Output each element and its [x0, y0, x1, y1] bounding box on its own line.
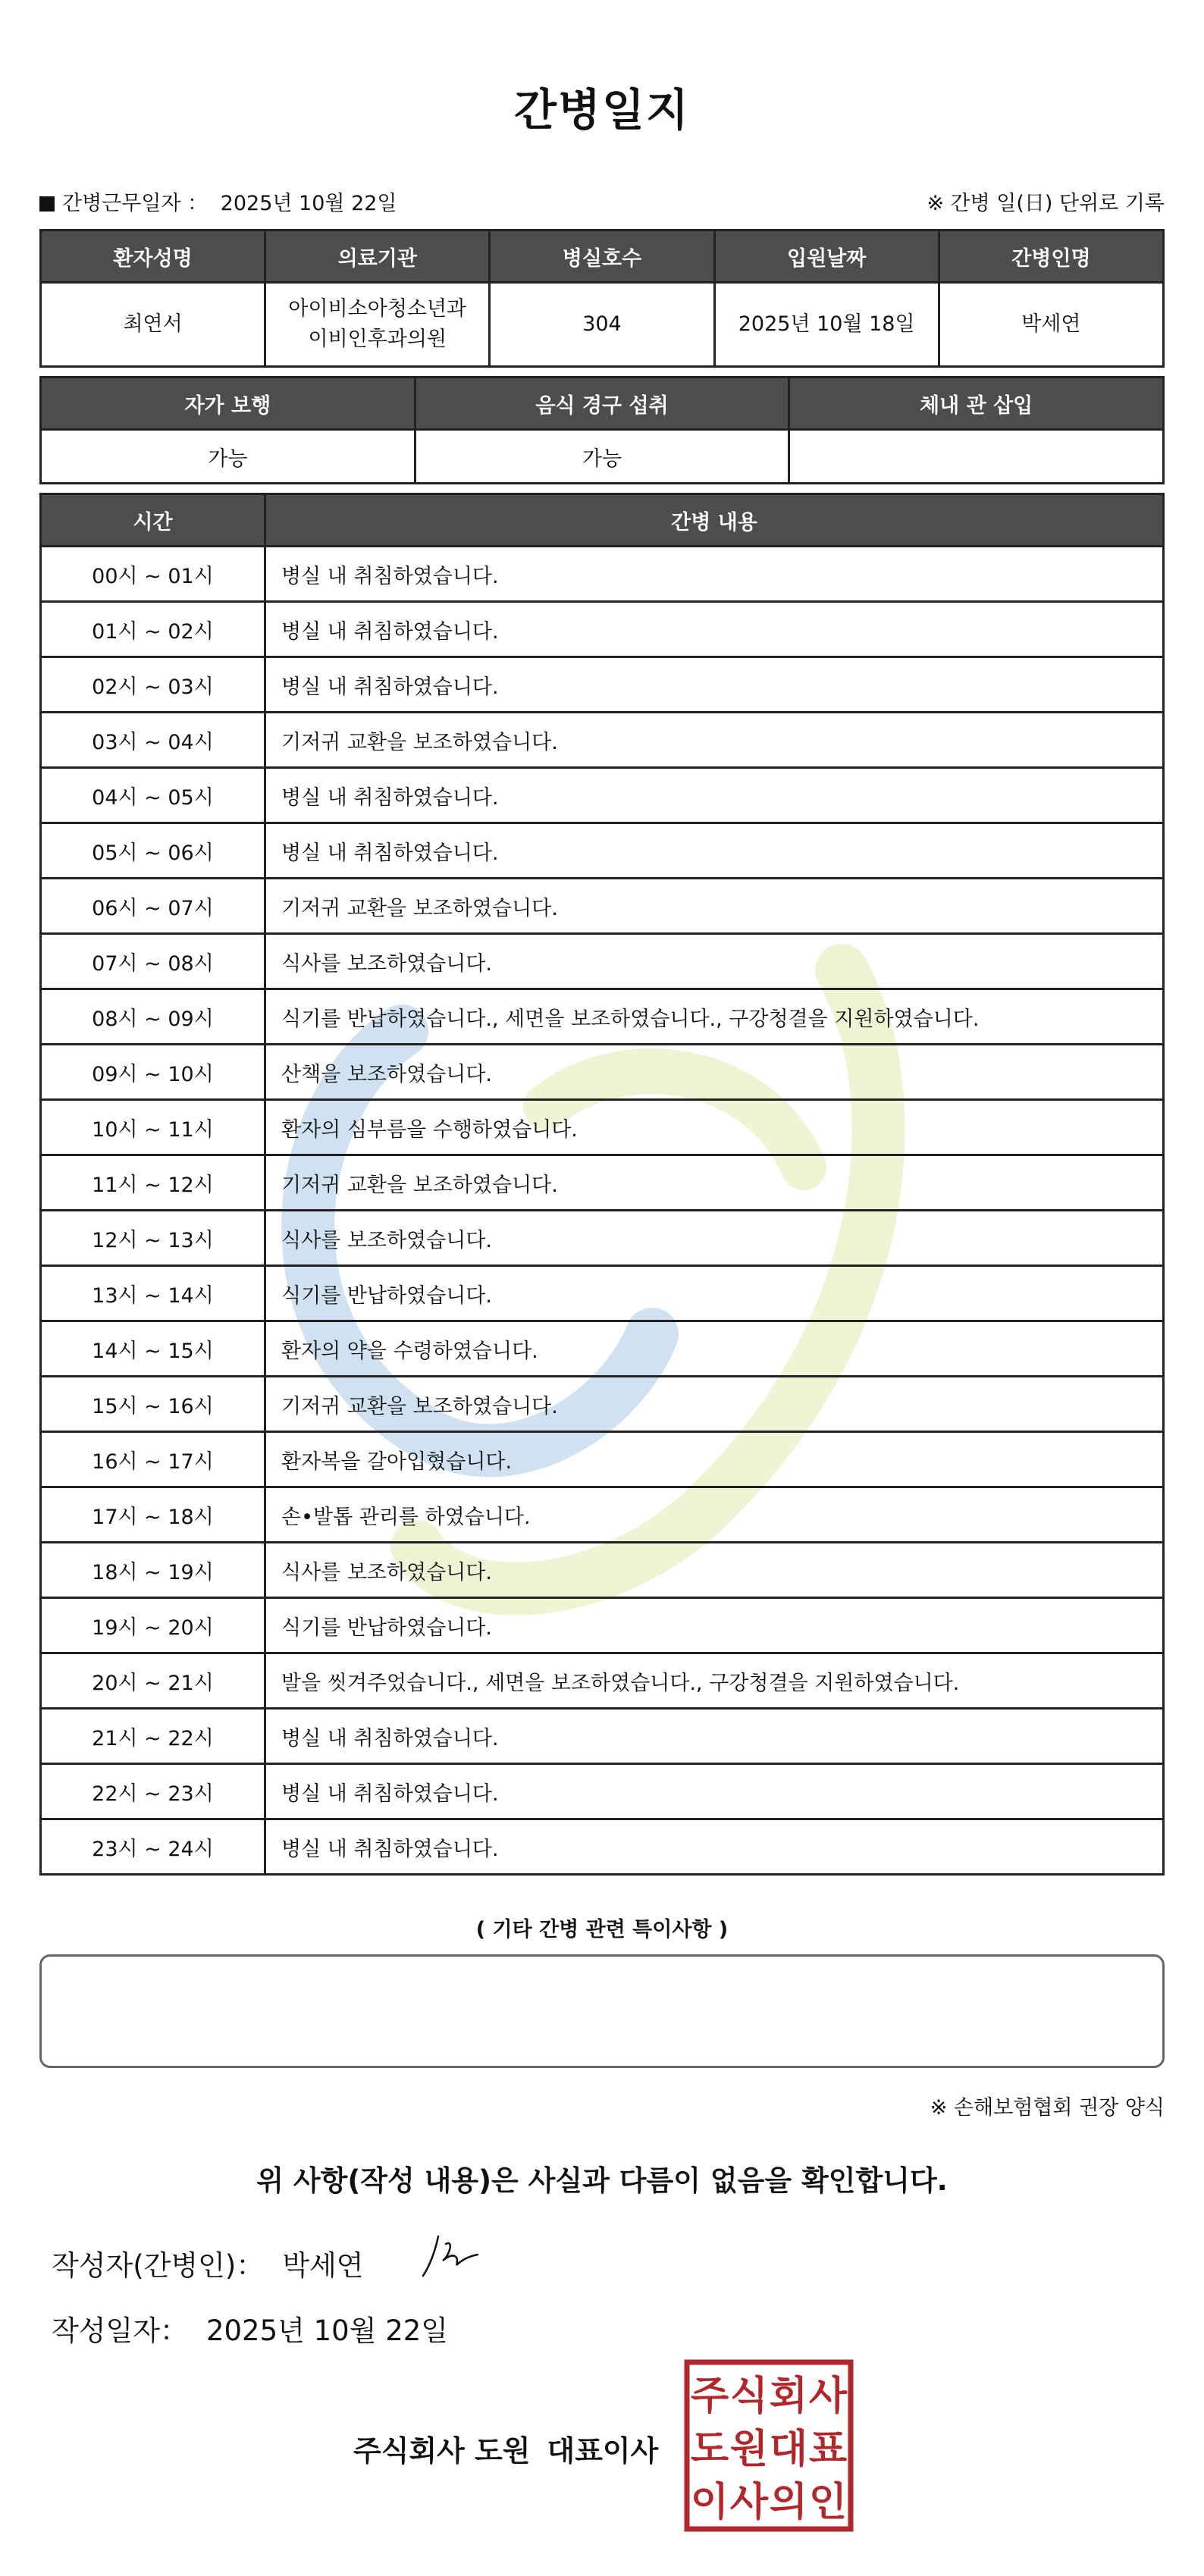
- header-oral-intake: 음식 경구 섭취: [415, 378, 789, 430]
- confirm-statement: 위 사항(작성 내용)은 사실과 다름이 없음을 확인합니다.: [256, 2164, 948, 2197]
- notes-box: [39, 1954, 1165, 2068]
- care-content: 병실 내 취침하였습니다.: [265, 1819, 1164, 1875]
- seal-glyph: 대: [769, 2426, 808, 2472]
- time-slot: 08시 ~ 09시: [41, 989, 265, 1045]
- care-content: 식기를 반납하였습니다.: [265, 1266, 1164, 1321]
- time-slot: 19시 ~ 20시: [41, 1598, 265, 1653]
- table-row: [41, 1487, 1164, 1543]
- care-content: 병실 내 취침하였습니다.: [265, 1764, 1164, 1819]
- care-content: 산책을 보조하였습니다.: [265, 1045, 1164, 1100]
- care-content: 환자의 심부름을 수행하였습니다.: [265, 1100, 1164, 1155]
- table-row: [41, 934, 1164, 989]
- table-row: [41, 1598, 1164, 1653]
- patient-name: 최연서: [41, 283, 265, 367]
- seal-glyph: 사: [808, 2373, 848, 2419]
- oral-intake-value: 가능: [415, 430, 789, 484]
- table-row: [41, 1045, 1164, 1100]
- walking-value: 가능: [41, 430, 415, 484]
- seal-glyph: 도: [690, 2426, 729, 2472]
- care-content: 기저귀 교환을 보조하였습니다.: [265, 1155, 1164, 1211]
- care-content: 병실 내 취침하였습니다.: [265, 547, 1164, 602]
- time-slot: 00시 ~ 01시: [41, 547, 265, 602]
- table-row: [41, 547, 1164, 602]
- time-slot: 07시 ~ 08시: [41, 934, 265, 989]
- table-row: [41, 1819, 1164, 1875]
- time-slot: 09시 ~ 10시: [41, 1045, 265, 1100]
- time-slot: 04시 ~ 05시: [41, 768, 265, 823]
- header-caregiver: 간병인명: [939, 230, 1163, 283]
- seal-glyph: 인: [808, 2479, 848, 2525]
- time-slot: 15시 ~ 16시: [41, 1377, 265, 1432]
- table-row: [41, 1432, 1164, 1487]
- time-slot: 06시 ~ 07시: [41, 879, 265, 934]
- seal-glyph: 원: [729, 2426, 769, 2472]
- care-content: 식사를 보조하였습니다.: [265, 1543, 1164, 1598]
- patient-info-table: [39, 229, 1165, 368]
- seal-glyph: 사: [729, 2479, 769, 2525]
- seal-glyph: 표: [808, 2426, 848, 2472]
- header-walking: 자가 보행: [41, 378, 415, 430]
- table-row: [41, 989, 1164, 1045]
- company-name: 주식회사 도원: [353, 2434, 531, 2468]
- table-row: [41, 1211, 1164, 1266]
- table-row: [41, 823, 1164, 879]
- time-slot: 05시 ~ 06시: [41, 823, 265, 879]
- care-content: 병실 내 취침하였습니다.: [265, 1709, 1164, 1764]
- care-content: 기저귀 교환을 보조하였습니다.: [265, 1377, 1164, 1432]
- writer-label: 작성자(간병인)：: [52, 2249, 265, 2282]
- written-date-label: 작성일자：: [52, 2314, 188, 2347]
- time-slot: 01시 ~ 02시: [41, 602, 265, 657]
- care-content: 기저귀 교환을 보조하였습니다.: [265, 879, 1164, 934]
- header-patient-name: 환자성명: [41, 230, 265, 283]
- header-room: 병실호수: [490, 230, 714, 283]
- hospital-name: 아이비소아청소년과이비인후과의원: [265, 283, 490, 367]
- header-hospital: 의료기관: [265, 230, 490, 283]
- time-slot: 21시 ~ 22시: [41, 1709, 265, 1764]
- time-slot: 20시 ~ 21시: [41, 1653, 265, 1709]
- writer-line: [52, 2242, 364, 2283]
- care-content: 손•발톱 관리를 하였습니다.: [265, 1487, 1164, 1543]
- table-row: [41, 879, 1164, 934]
- table-row: [41, 1266, 1164, 1321]
- care-content: 식사를 보조하였습니다.: [265, 1211, 1164, 1266]
- table-row: [41, 1653, 1164, 1709]
- company-line: [353, 2427, 658, 2469]
- table-row: [41, 1543, 1164, 1598]
- table-row: [41, 768, 1164, 823]
- time-slot: 23시 ~ 24시: [41, 1819, 265, 1875]
- form-source: ※ 손해보험협회 권장 양식: [930, 2096, 1165, 2120]
- table-row: [41, 602, 1164, 657]
- seal-glyph: 식: [729, 2373, 769, 2419]
- tube-value: [789, 430, 1164, 484]
- care-content: 기저귀 교환을 보조하였습니다.: [265, 713, 1164, 768]
- table-row: [41, 657, 1164, 713]
- square-bullet-icon: [39, 196, 55, 212]
- table-row: [41, 1155, 1164, 1211]
- ability-table: [39, 376, 1165, 484]
- time-slot: 13시 ~ 14시: [41, 1266, 265, 1321]
- room-number: 304: [490, 283, 714, 367]
- time-slot: 16시 ~ 17시: [41, 1432, 265, 1487]
- table-row: [41, 1764, 1164, 1819]
- seal-glyph: 의: [769, 2479, 808, 2525]
- time-slot: 18시 ~ 19시: [41, 1543, 265, 1598]
- table-row: [41, 1100, 1164, 1155]
- time-slot: 10시 ~ 11시: [41, 1100, 265, 1155]
- time-slot: 11시 ~ 12시: [41, 1155, 265, 1211]
- header-tube: 체내 관 삽입: [789, 378, 1164, 430]
- time-slot: 14시 ~ 15시: [41, 1321, 265, 1377]
- table-row: [41, 1321, 1164, 1377]
- time-slot: 02시 ~ 03시: [41, 657, 265, 713]
- work-date-value: 2025년 10월 22일: [220, 192, 397, 215]
- care-log-table: [39, 493, 1165, 1876]
- care-content: 병실 내 취침하였습니다.: [265, 657, 1164, 713]
- care-content: 병실 내 취침하였습니다.: [265, 602, 1164, 657]
- company-seal: [684, 2359, 854, 2532]
- care-content: 식기를 반납하였습니다., 세면을 보조하였습니다., 구강청결을 지원하였습니다.: [265, 989, 1164, 1045]
- care-content: 병실 내 취침하였습니다.: [265, 823, 1164, 879]
- care-content: 환자의 약을 수령하였습니다.: [265, 1321, 1164, 1377]
- written-date-line: [52, 2308, 448, 2349]
- notes-title: ( 기타 간병 관련 특이사항 ): [475, 1918, 729, 1941]
- admission-date: 2025년 10월 18일: [714, 283, 939, 367]
- caregiver-name: 박세연: [939, 283, 1163, 367]
- table-row: [41, 713, 1164, 768]
- writer-name: 박세연: [282, 2249, 364, 2282]
- page-title: 간병일지: [513, 84, 691, 136]
- company-title: 대표이사: [547, 2434, 659, 2468]
- care-content: 환자복을 갈아입혔습니다.: [265, 1432, 1164, 1487]
- table-row: [41, 1709, 1164, 1764]
- record-note: ※ 간병 일(日) 단위로 기록: [927, 192, 1165, 215]
- header-care-content: 간병 내용: [265, 494, 1164, 547]
- work-date: [39, 186, 397, 216]
- care-content: 식기를 반납하였습니다.: [265, 1598, 1164, 1653]
- signature: [415, 2221, 484, 2282]
- seal-glyph: 이: [690, 2479, 729, 2525]
- written-date-value: 2025년 10월 22일: [205, 2314, 449, 2347]
- work-date-label: 간병근무일자 ：: [62, 192, 209, 215]
- time-slot: 03시 ~ 04시: [41, 713, 265, 768]
- care-content: 식사를 보조하였습니다.: [265, 934, 1164, 989]
- seal-glyph: 회: [769, 2373, 808, 2419]
- table-row: [41, 1377, 1164, 1432]
- time-slot: 17시 ~ 18시: [41, 1487, 265, 1543]
- header-time: 시간: [41, 494, 265, 547]
- care-content: 병실 내 취침하였습니다.: [265, 768, 1164, 823]
- seal-glyph: 주: [690, 2373, 729, 2419]
- header-admission-date: 입원날짜: [714, 230, 939, 283]
- care-content: 발을 씻겨주었습니다., 세면을 보조하였습니다., 구강청결을 지원하였습니다.: [265, 1653, 1164, 1709]
- time-slot: 12시 ~ 13시: [41, 1211, 265, 1266]
- time-slot: 22시 ~ 23시: [41, 1764, 265, 1819]
